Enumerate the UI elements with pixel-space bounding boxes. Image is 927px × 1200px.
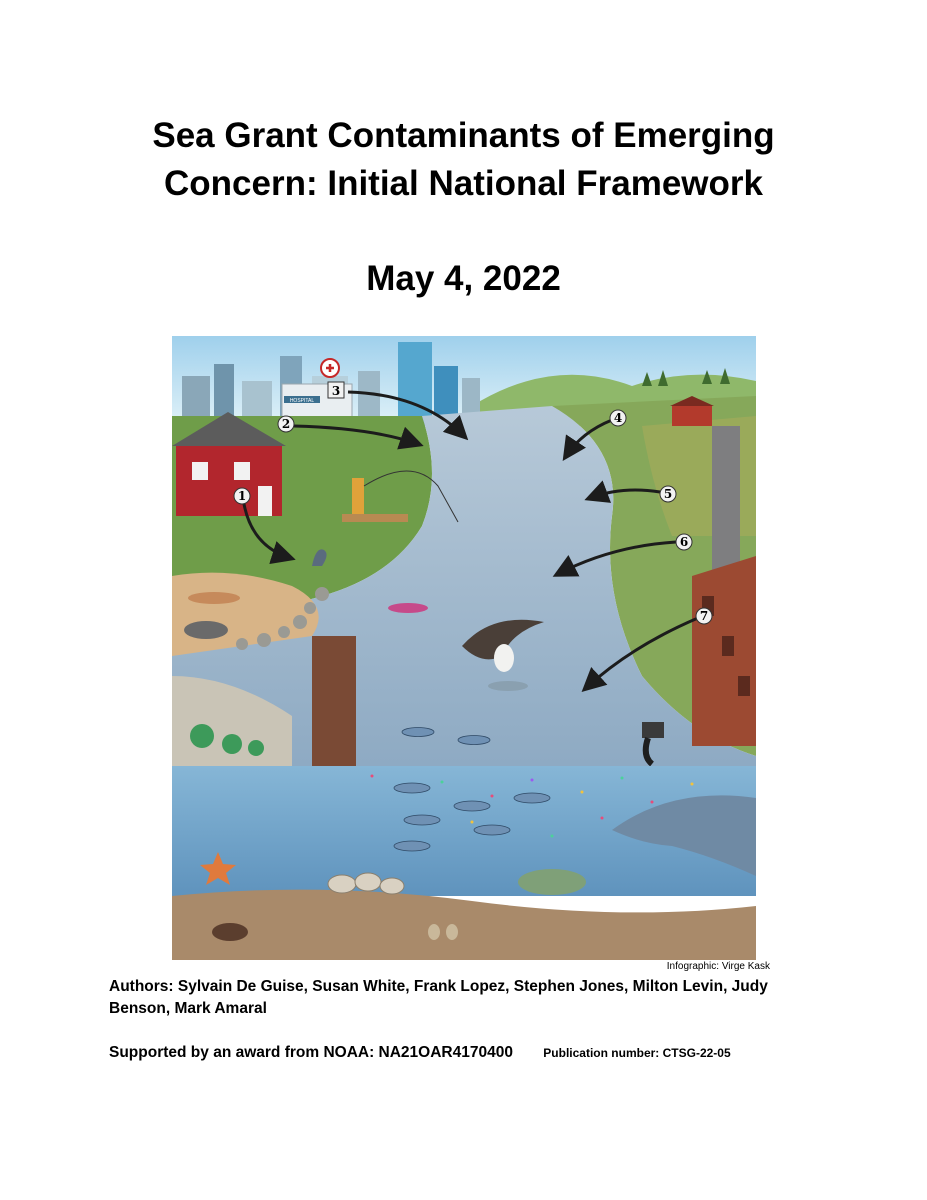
fisherman [352, 478, 364, 514]
document-title [0, 112, 927, 208]
svg-text:6: 6 [679, 535, 689, 549]
marker-3 [328, 382, 344, 398]
sediment-bed [172, 890, 756, 960]
hospital-label: HOSPITAL [289, 398, 315, 404]
svg-text:3: 3 [331, 384, 341, 398]
swimmer [388, 603, 428, 613]
marker-4 [610, 410, 626, 426]
infographic-credit: Infographic: Virge Kask [666, 961, 770, 972]
svg-text:1: 1 [237, 489, 247, 503]
marker-5 [660, 486, 676, 502]
dock [342, 514, 408, 522]
publication-number: Publication number: CTSG-22-05 [543, 1046, 731, 1060]
publication-date: May 4, 2022 [366, 259, 561, 298]
svg-text:5: 5 [663, 487, 673, 501]
title-line-2: Concern: Initial National Framework [164, 164, 763, 203]
marker-7 [696, 608, 712, 624]
svg-text:2: 2 [281, 417, 291, 431]
award-text: Supported by an award from NOAA: NA21OAR4170400 [109, 1044, 513, 1061]
striped-bass [518, 869, 586, 895]
funding-statement [109, 1043, 889, 1063]
barn [672, 406, 712, 426]
authors-line-1: Authors: Sylvain De Guise, Susan White, Frank Lopez, Stephen Jones, Milton Levin, Judy [109, 978, 768, 995]
discharge-pipe [642, 722, 664, 738]
marker-1 [234, 488, 250, 504]
svg-text:4: 4 [613, 411, 623, 425]
wooden-piling [312, 636, 356, 776]
authors-line-2: Benson, Mark Amaral [109, 1000, 267, 1017]
crab [212, 923, 248, 941]
marker-2 [278, 416, 294, 432]
raccoon [184, 621, 228, 639]
authors [109, 976, 809, 1020]
sunbather [188, 592, 240, 604]
marker-6 [676, 534, 692, 550]
svg-text:7: 7 [699, 609, 709, 623]
title-line-1: Sea Grant Contaminants of Emerging [152, 116, 775, 155]
contaminants-infographic [172, 336, 756, 960]
